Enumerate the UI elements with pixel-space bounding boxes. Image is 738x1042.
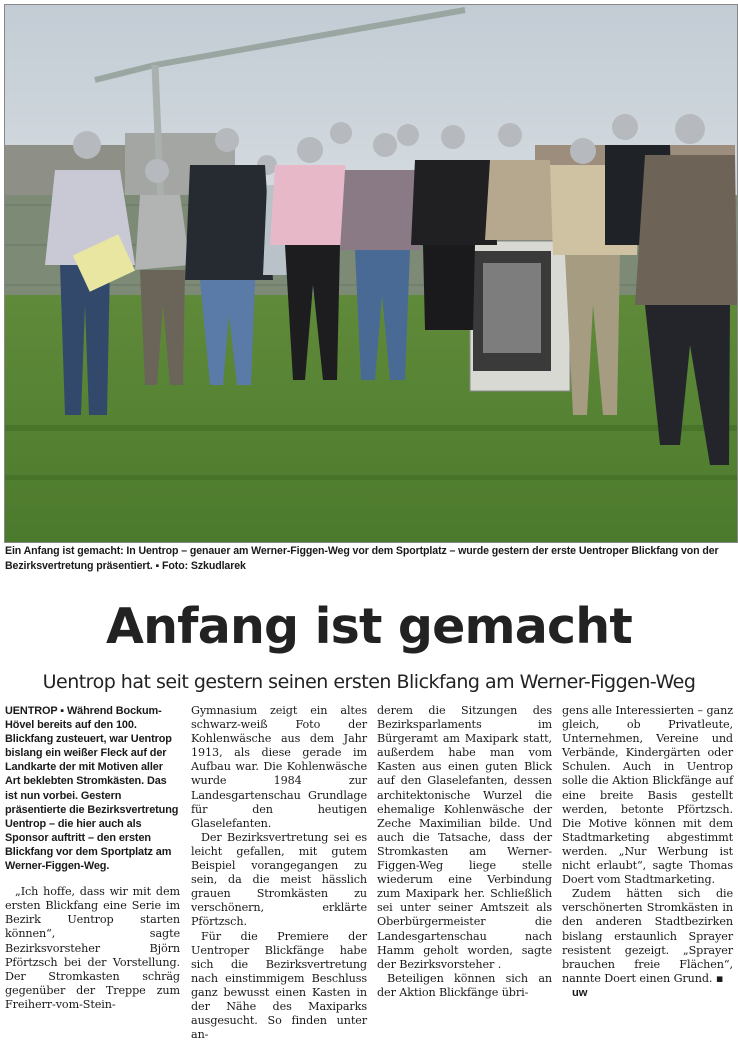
article-paragraph: Beteiligen können sich an der Aktion Blickfänge übri- (377, 972, 552, 1000)
article-headline: Anfang ist gemacht (0, 598, 738, 655)
author-signature: uw (572, 987, 587, 999)
article-column-1 (5, 704, 180, 1012)
article-paragraph: derem die Sitzungen des Bezirksparlaments im Bürgeramt am Maxipark statt, außerdem habe man vom Kasten aus einen guten Blick auf den Glaselefanten, dessen architektonische Wurzel die ehemalige Kohlenwäsche der Zeche Maximilian bilde. Und auch die Tatsache, dass der Stromkasten am Werner-Figgen-Weg liege stelle wiederum eine Verbindung zum Maxipark her. Schließlich sei unter seiner Amtszeit als Oberbürgermeister die Landesgartenschau nach Hamm geholt worden, sagte der Bezirksvorsteher . (377, 704, 552, 972)
article-column-3 (377, 704, 552, 1000)
article-lead: UENTROP ▪ Während Bockum-Hövel bereits auf den 100. Blickfang zusteuert, war Uentrop bislang ein weißer Fleck auf der Landkarte der mit Motiven aller Art beklebten Stromkästen. Das ist nun vorbei. Gestern präsentierte die Bezirksvertretung Uentrop – die hier auch als Sponsor auftritt – den ersten Blickfang vor dem Sportplatz am Werner-Figgen-Weg. (5, 704, 180, 873)
article-paragraph: „Ich hoffe, dass wir mit dem ersten Blickfang eine Serie im Bezirk Uentrop starten können“, sagte Bezirksvorsteher Björn Pförtzsch bei der Vorstellung. Der Stromkasten schräg gegenüber der Treppe zum Freiherr-vom-Stein- (5, 885, 180, 1012)
photo-caption: Ein Anfang ist gemacht: In Uentrop – genauer am Werner-Figgen-Weg vor dem Sportplatz – wurde gestern der erste Uentroper Blickfang von der Bezirksvertretung präsentiert. ▪ Foto: Szkudlarek (5, 544, 735, 573)
article-photo (4, 4, 738, 543)
article-column-4 (562, 704, 733, 1000)
article-paragraph: Für die Premiere der Uentroper Blickfänge habe sich die Bezirksvertretung nach einstimmigem Beschluss ganz bewusst einen Kasten in der Nähe des Maxiparks ausgesucht. So finden unter an- (191, 930, 367, 1042)
article-paragraph: gens alle Interessierten – ganz gleich, ob Privatleute, Unternehmen, Vereine und Verbände, Kindergärten oder Schulen. Auch in Uentrop solle die Aktion Blickfänge auf eine breite Basis gestellt werden, betonte Pförtzsch. Die Motive können mit dem Stadtmarketing abgestimmt werden. „Nur Werbung ist nicht erlaubt“, sagte Thomas Doert vom Stadtmarketing. (562, 704, 733, 887)
article-paragraph: Zudem hätten sich die verschönerten Stromkästen in den anderen Stadtbezirken bislang erstaunlich Sprayer resistent gezeigt. „Sprayer brauchen freie Flächen“, nannte Doert einen Grund. ▪ (562, 887, 733, 986)
article-paragraph: Gymnasium zeigt ein altes schwarz-weiß Foto der Kohlenwäsche aus dem Jahr 1913, als diese gerade im Aufbau war. Die Kohlenwäsche wurde 1984 zur Landesgartenschau Grundlage für den heutigen Glaselefanten. (191, 704, 367, 831)
group-photo-illustration (5, 5, 737, 542)
article-paragraph: Der Bezirksvertretung sei es leicht gefallen, mit gutem Beispiel vorangegangen zu sein, da die meist hässlich grauen Stromkästen zu verschönern, erklärte Pförtzsch. (191, 831, 367, 930)
article-subheadline: Uentrop hat seit gestern seinen ersten Blickfang am Werner-Figgen-Weg (0, 671, 738, 693)
article-column-2 (191, 704, 367, 1042)
author-signature-line (562, 986, 733, 1000)
